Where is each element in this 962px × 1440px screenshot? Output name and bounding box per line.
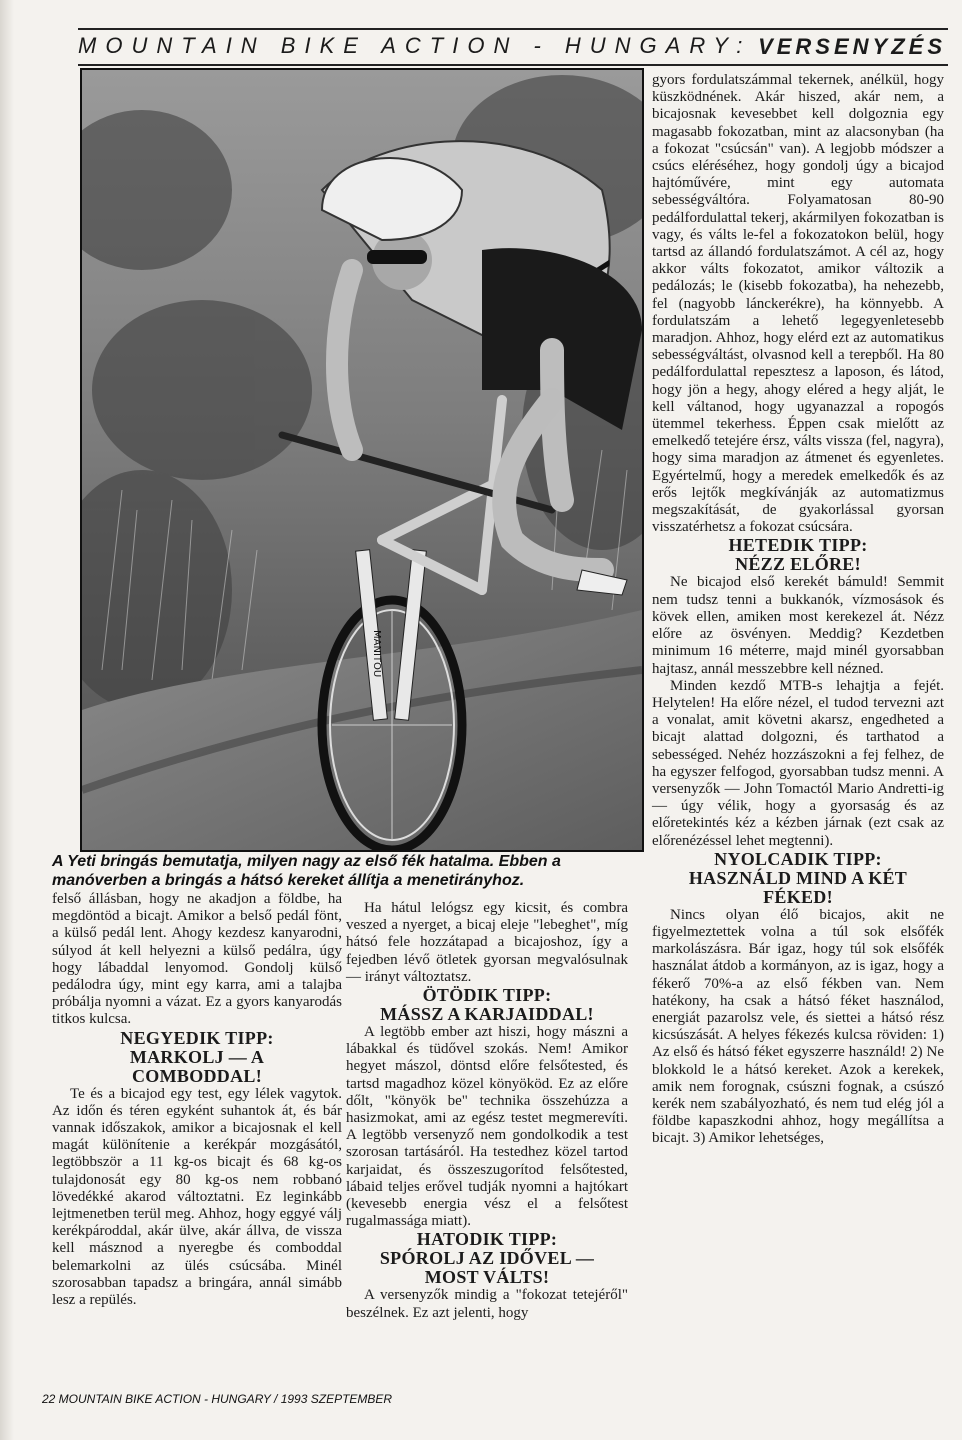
heading-line: ÖTÖDIK TIPP: [422, 985, 552, 1006]
paragraph: felső állásban, hogy ne akadjon a földbe, ha megdöntöd a bicajt. Amikor a belső pedál fönt, a külső pedál lent. Ahogy kezdesz kanyarodni, súlyod át kell helyezni a külső pedálra, úgy hogy lábaddal lenyomod. Gondolj külső pedálodra úgy, mint egy karra, ami a talajba próbálja nyomni a vázat. Ez a gyors kanyarodás titkos kulcsa. [52, 891, 342, 1028]
rider-glasses [367, 250, 427, 264]
page-edge [0, 0, 14, 1440]
photo-caption: A Yeti bringás bemutatja, milyen nagy az első fék hatalma. Ebben a manóverben a bringás a hátsó kereket állítja a menetirányhoz. [52, 853, 561, 889]
heading-line: MÁSSZ A KARJAIDDAL! [380, 1004, 594, 1025]
paragraph: Te és a bicajod egy test, egy lélek vagytok. Az időn és téren egyként suhantok át, és bár vannak időszakok, amikor a bicajosnak el kell magát különítenie a kerékpár mozgásától, legtöbbször a 11 kg-os bicajt és 68 kg-os tulajdonosát egy 80 kg-os nem robbanó lövedékké akarod változtatni. Ez leginkább lejtmenetben terül meg. Ahhoz, hogy eggyé válj kerékpároddal, akár ülve, akár állva, de vissza kell másznod a nyeregbe és comboddal belemarkolni az ülés csúcsába. Minél szorosabban tapadsz a bringára, annál simább lesz a repülés. [52, 1085, 342, 1309]
magazine-name: MOUNTAIN BIKE ACTION - HUNGARY: [78, 33, 752, 58]
paragraph: Ne bicajod első kerekét bámuld! Semmit nem tudsz tenni a bukkanók, vízmosások és kövek ellen, amiken most kerekezel át. Nézz előre az ösvényen. Meddig? Kezdetben minimum 16 méterre, majd minél gyorsabban hajtasz, annál messzebbre kell nézned. [652, 574, 944, 677]
heading-tip-6 [346, 1230, 628, 1287]
heading-line: MOST VÁLTS! [424, 1267, 550, 1288]
cyclist-illustration [82, 70, 642, 850]
rider-arm-right [552, 350, 562, 500]
heading-line: HATODIK TIPP: [416, 1229, 558, 1250]
heading-line: HETEDIK TIPP: [728, 535, 868, 556]
fork-label: MANITOU [371, 630, 382, 678]
heading-line: FÉKED! [763, 886, 833, 907]
middle-column [346, 900, 628, 1322]
page-header [78, 28, 948, 66]
left-column [52, 891, 342, 1309]
paragraph: A versenyzők mindig a "fokozat tetejéről" beszélnek. Ez azt jelenti, hogy [346, 1287, 628, 1321]
heading-line: NEGYEDIK TIPP: [120, 1027, 274, 1048]
heading-line: MARKOLJ — A [129, 1046, 265, 1067]
paragraph: A legtöbb ember azt hiszi, hogy mászni a lábakkal és tüdővel szokás. Nem! Amikor hegyet mászol, döntsd előre felsőtested, és tartsd magadhoz közel könyököd. Ez az előre dőlt, "könyök be" technika összehúzza a hasizmokat, ami az egész testet megmerevíti. A legtöbb versenyző nem gondolkodik a test szorosan tartásáról. Ha testedhez közel tartod karjaidat, és összeszugorítod felsőtested, lábaid teljes erővel tudják nyomni a hajtókart (kevesebb energia vész el a felsőtest rugalmassága miatt). [346, 1024, 628, 1230]
right-column [652, 72, 944, 1148]
paragraph: Nincs olyan élő bicajos, akit ne figyelmeztettek volna a túl sok elsőfék markolászásra. Bár igaz, hogy túl sok elsőfék használat átdob a kormányon, az is igaz, hogy a fékerő 70%-a az első fékben van. Nem hatékony, ha csak a hátsó féket használod, energiát pazarolsz vele, és siettei a hátsó rész kicsúszását. A helyes fékezés kulcsa röviden: 1) Az első és hátsó féket egyszerre használd! 2) Ne blokkold le a hátsó kereket. Azok a kerekek, amik nem forognak, csúszni fognak, a csúszó kerék nem szabályozható, és nem tud elég jól a földbe kapaszkodni ahhoz, hogy megállítsa a bicajt. 3) Amikor lehetséges, [652, 906, 944, 1147]
heading-line: NÉZZ ELŐRE! [735, 554, 861, 575]
heading-tip-7 [652, 536, 944, 574]
heading-tip-4 [52, 1029, 342, 1086]
paragraph: gyors fordulatszámmal tekernek, anélkül, hogy küszködnének. Akár hiszed, akár nem, a bicajosnak kevesebbet kell dolgoznia egy magasabb fokozatban, mint az alacsonyban (ha a fokozat "csúcsán" van). A legjobb módszer a csúcs eléréséhez, hogy gondolj úgy a bicajod hajtóművére, mint egy automata sebességváltóra. Folyamatosan 80-90 pedálfordulattal tekerj, akármilyen fokozatban is vagy, és válts le-fel a fokozatokon belül, hogy tartsd az állandó fordulatszámot. A cél az, hogy akkor válts fokozatot, amikor változik a pedálozás; le (kisebb fokozatba), ha nehezebb, fel (nagyobb lánckerékre), ha könnyebb. A fordulatszám a lehető legegyenletesebb maradjon. Ahhoz, hogy elérd ezt az automatikus sebességváltást, olvasnod kell a terepből. Ha 80 pedálfordulattal repesztesz a laposon, és látod, hogy jön a hegy, ahogy eléred a hegy alját, le kell váltanod, hogy ugyanazzal a ropogós ütemmel tekerhess. Éppen csak mielőtt az emelkedő tetejére érsz, válts vissza (fel, nagyra), hogy sima maradjon az átmenet és egyenletes. Egyértelmű, hogy a meredek emelkedők és az erős lejtők megkívánják az automatizmus megszakítását, de gyakorlással gyorsan visszatérhetsz a fokozat csúcsára. [652, 72, 944, 536]
page-footer: 22 MOUNTAIN BIKE ACTION - HUNGARY / 1993 SZEPTEMBER [42, 1392, 393, 1406]
heading-tip-8 [652, 850, 944, 907]
paragraph: Ha hátul lelógsz egy kicsit, és combra veszed a nyerget, a bicaj eleje "lebeghet", míg hátsó fele hozzátapad a bicajoshoz, így a fejedben lévő ötletek gyorsan megvalósulnak — irányt változtatsz. [346, 900, 628, 985]
heading-line: SPÓROLJ AZ IDŐVEL — [379, 1248, 595, 1269]
heading-tip-5 [346, 986, 628, 1024]
section-name: VERSENYZÉS [758, 34, 946, 59]
heading-line: HASZNÁLD MIND A KÉT [688, 867, 908, 888]
heading-line: NYOLCADIK TIPP: [714, 848, 882, 869]
cyclist-photo [80, 68, 644, 852]
paragraph: Minden kezdő MTB-s lehajtja a fejét. Helytelen! Ha előre nézel, el tudod tervezni azt a vonalat, amit követni akarsz, engedheted a bicajt alattad dolgozni, és tarthatod a sebességed. Nehéz hozzászokni a fej felhez, de ha egyszer felfogod, gyorsabban tudsz menni. A versenyzők — John Tomactól Mario Andretti-ig— úgy vélik, hogy a gyorsaság és az előretekintés kéz a kézben járnak (ezt csak az előrenézéssel lehet megtenni). [652, 677, 944, 849]
heading-line: COMBODDAL! [132, 1065, 262, 1086]
